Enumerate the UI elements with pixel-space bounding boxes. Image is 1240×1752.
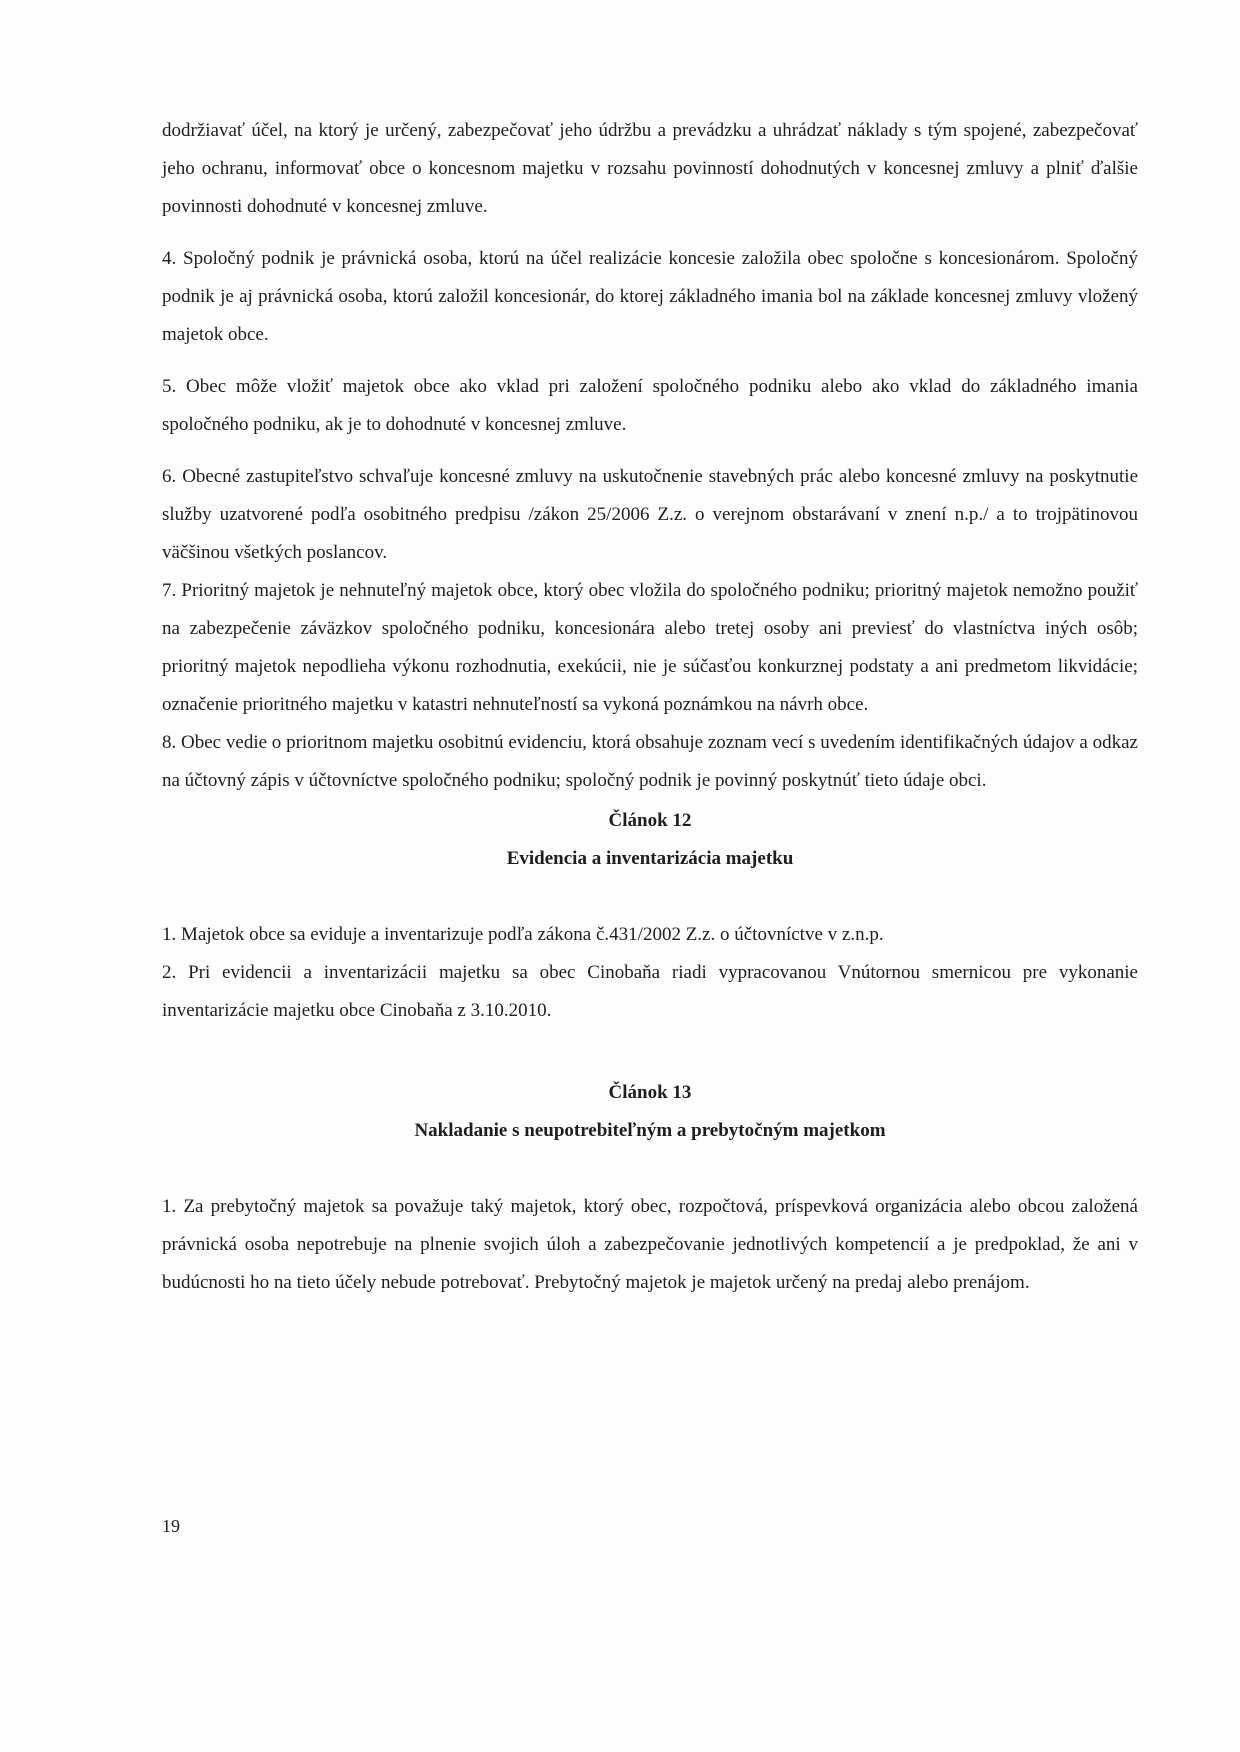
paragraph-4: 4. Spoločný podnik je právnická osoba, ktorú na účel realizácie koncesie založila obec spoločne s koncesionárom. Spoločný podnik je aj právnická osoba, ktorú založil koncesionár, do ktorej základného imania bol na základe koncesnej zmluvy vložený majetok obce.: [162, 248, 1138, 345]
article-13-paragraph-1: 1. Za prebytočný majetok sa považuje taký majetok, ktorý obec, rozpočtová, príspevková organizácia alebo obcou založená právnická osoba nepotrebuje na plnenie svojich úloh a zabezpečovanie jednotlivých kompetencií a je predpoklad, že ani v budúcnosti ho na tieto účely nebude potrebovať. Prebytočný majetok je majetok určený na predaj alebo prenájom.: [162, 1196, 1138, 1293]
page-number: 19: [162, 1516, 180, 1536]
article-12-number: Článok 12: [608, 810, 692, 831]
paragraph-6: 6. Obecné zastupiteľstvo schvaľuje koncesné zmluvy na uskutočnenie stavebných prác alebo koncesné zmluvy na poskytnutie služby uzatvorené podľa osobitného predpisu /zákon 25/2006 Z.z. o verejnom obstarávaní v znení n.p./ a to trojpätinovou väčšinou všetkých poslancov.: [162, 466, 1138, 563]
article-13-heading: [162, 1074, 1138, 1150]
article-13-title: Nakladanie s neupotrebiteľným a prebytočným majetkom: [414, 1120, 886, 1141]
article-12-heading: [162, 802, 1138, 878]
article-13-number: Článok 13: [608, 1082, 692, 1103]
article-12-paragraph-2: 2. Pri evidencii a inventarizácii majetku sa obec Cinobaňa riadi vypracovanou Vnútornou smernicou pre vykonanie inventarizácie majetku obce Cinobaňa z 3.10.2010.: [162, 962, 1138, 1021]
paragraph-5: 5. Obec môže vložiť majetok obce ako vklad pri založení spoločného podniku alebo ako vklad do základného imania spoločného podniku, ak je to dohodnuté v koncesnej zmluve.: [162, 376, 1138, 435]
paragraph-8: 8. Obec vedie o prioritnom majetku osobitnú evidenciu, ktorá obsahuje zoznam vecí s uvedením identifikačných údajov a odkaz na účtovný zápis v účtovníctve spoločného podniku; spoločný podnik je povinný poskytnúť tieto údaje obci.: [162, 732, 1138, 791]
paragraph-continuation: dodržiavať účel, na ktorý je určený, zabezpečovať jeho údržbu a prevádzku a uhrádzať náklady s tým spojené, zabezpečovať jeho ochranu, informovať obce o koncesnom majetku v rozsahu povinností dohodnutých v koncesnej zmluvy a plniť ďalšie povinnosti dohodnuté v koncesnej zmluve.: [162, 120, 1138, 217]
paragraph-7: 7. Prioritný majetok je nehnuteľný majetok obce, ktorý obec vložila do spoločného podniku; prioritný majetok nemožno použiť na zabezpečenie záväzkov spoločného podniku, koncesionára alebo tretej osoby ani previesť do vlastníctva iných osôb; prioritný majetok nepodlieha výkonu rozhodnutia, exekúcii, nie je súčasťou konkurznej podstaty a ani predmetom likvidácie; označenie prioritného majetku v katastri nehnuteľností sa vykoná poznámkou na návrh obce.: [162, 580, 1138, 715]
article-12-title: Evidencia a inventarizácia majetku: [506, 848, 794, 869]
article-12-paragraph-1: 1. Majetok obce sa eviduje a inventarizuje podľa zákona č.431/2002 Z.z. o účtovníctve v z.n.p.: [162, 924, 884, 945]
page-content: [162, 112, 1138, 1302]
